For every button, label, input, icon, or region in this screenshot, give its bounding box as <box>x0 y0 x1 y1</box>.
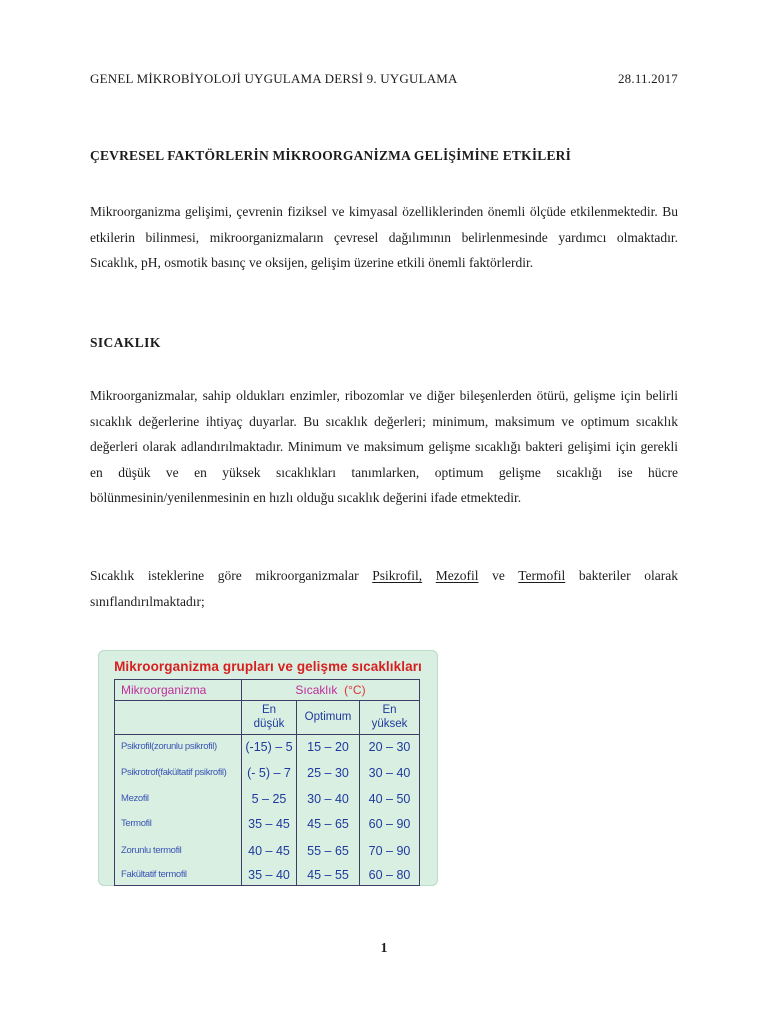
temperature-table <box>114 679 420 886</box>
cell-min: 35 – 45 <box>242 810 297 837</box>
table-row <box>115 837 420 864</box>
section-heading-sicaklik: SICAKLIK <box>90 335 161 350</box>
term-psikrofil: Psikrofil, <box>372 568 423 583</box>
classification-sep1 <box>422 568 436 583</box>
table-row <box>115 864 420 885</box>
term-termofil: Termofil <box>518 568 566 583</box>
cell-min: 35 – 40 <box>242 864 297 885</box>
cell-max: 30 – 40 <box>360 758 420 787</box>
row-label: Psikrofil(zorunlu psikrofil) <box>115 734 242 758</box>
cell-max: 60 – 90 <box>360 810 420 837</box>
cell-opt: 15 – 20 <box>297 734 360 758</box>
cell-min: 40 – 45 <box>242 837 297 864</box>
cell-max: 40 – 50 <box>360 787 420 810</box>
header-date: 28.11.2017 <box>617 71 678 86</box>
group-header-name: Sıcaklık <box>295 683 338 697</box>
page-number: 1 <box>380 940 388 955</box>
classification-lead: Sıcaklık isteklerine göre mikroorganizmalar <box>90 568 373 583</box>
subheader-en-dusuk: En düşük <box>242 701 297 735</box>
column-header-mikroorganizma: Mikroorganizma <box>115 680 242 701</box>
term-mezofil: Mezofil <box>435 568 479 583</box>
table-row <box>115 758 420 787</box>
empty-header-cell <box>115 701 242 735</box>
subheader-en-yuksek: En yüksek <box>360 701 420 735</box>
row-label: Fakültatif termofil <box>115 864 242 885</box>
row-label: Termofil <box>115 810 242 837</box>
cell-max: 20 – 30 <box>360 734 420 758</box>
cell-max: 60 – 80 <box>360 864 420 885</box>
cell-min: (-15) – 5 <box>242 734 297 758</box>
table-title: Mikroorganizma grupları ve gelişme sıcaklıkları <box>114 659 422 674</box>
cell-min: (- 5) – 7 <box>242 758 297 787</box>
table-row <box>115 810 420 837</box>
cell-opt: 30 – 40 <box>297 787 360 810</box>
cell-opt: 45 – 55 <box>297 864 360 885</box>
page-header <box>90 71 678 87</box>
group-header-sicaklik <box>242 680 420 701</box>
temperature-paragraph: Mikroorganizmalar, sahip oldukları enzimler, ribozomlar ve diğer bileşenlerden ötürü, gelişme için belirli sıcaklık değerlerine ihtiyaç duyarlar. Bu sıcaklık değerleri; minimum, maksimum ve optimum sıcaklık değerleri olarak adlandırılmaktadır. Minimum ve maksimum gelişme sıcaklığı bakteri gelişimi için gerekli en düşük ve en yüksek sıcaklıkları tanımlarken, optimum gelişme sıcaklığı ise hücre bölünmesinin/yenilenmesinin en hızlı olduğu sıcaklık değerini ifade etmektedir. <box>90 388 678 505</box>
table-header-row-1 <box>115 680 420 701</box>
course-name: GENEL MİKROBİYOLOJİ UYGULAMA DERSİ 9. UYGULAMA <box>90 71 458 86</box>
cell-min: 5 – 25 <box>242 787 297 810</box>
intro-paragraph: Mikroorganizma gelişimi, çevrenin fiziksel ve kimyasal özelliklerinden önemli ölçüde etkilenmektedir. Bu etkilerin bilinmesi, mikroorganizmaların çevresel dağılımının belirlenmesinde yardımcı olmaktadır. Sıcaklık, pH, osmotik basınç ve oksijen, gelişim üzerine etkili önemli faktörlerdir. <box>90 204 678 270</box>
row-label: Zorunlu termofil <box>115 837 242 864</box>
group-header-unit: (°C) <box>344 683 366 697</box>
classification-paragraph <box>90 563 678 614</box>
subheader-optimum: Optimum <box>297 701 360 735</box>
table-row <box>115 734 420 758</box>
row-label: Mezofil <box>115 787 242 810</box>
doc-title: ÇEVRESEL FAKTÖRLERİN MİKROORGANİZMA GELİŞİMİNE ETKİLERİ <box>90 148 572 163</box>
cell-opt: 55 – 65 <box>297 837 360 864</box>
table-figure <box>98 650 438 886</box>
cell-opt: 45 – 65 <box>297 810 360 837</box>
classification-tail: bakteriler olarak sınıflandırılmaktadır; <box>90 568 679 609</box>
cell-opt: 25 – 30 <box>297 758 360 787</box>
classification-sep2: ve <box>478 568 519 583</box>
table-header-row-2 <box>115 701 420 735</box>
table-row <box>115 787 420 810</box>
cell-max: 70 – 90 <box>360 837 420 864</box>
row-label: Psikrotrof(fakültatif psikrofil) <box>115 758 242 787</box>
